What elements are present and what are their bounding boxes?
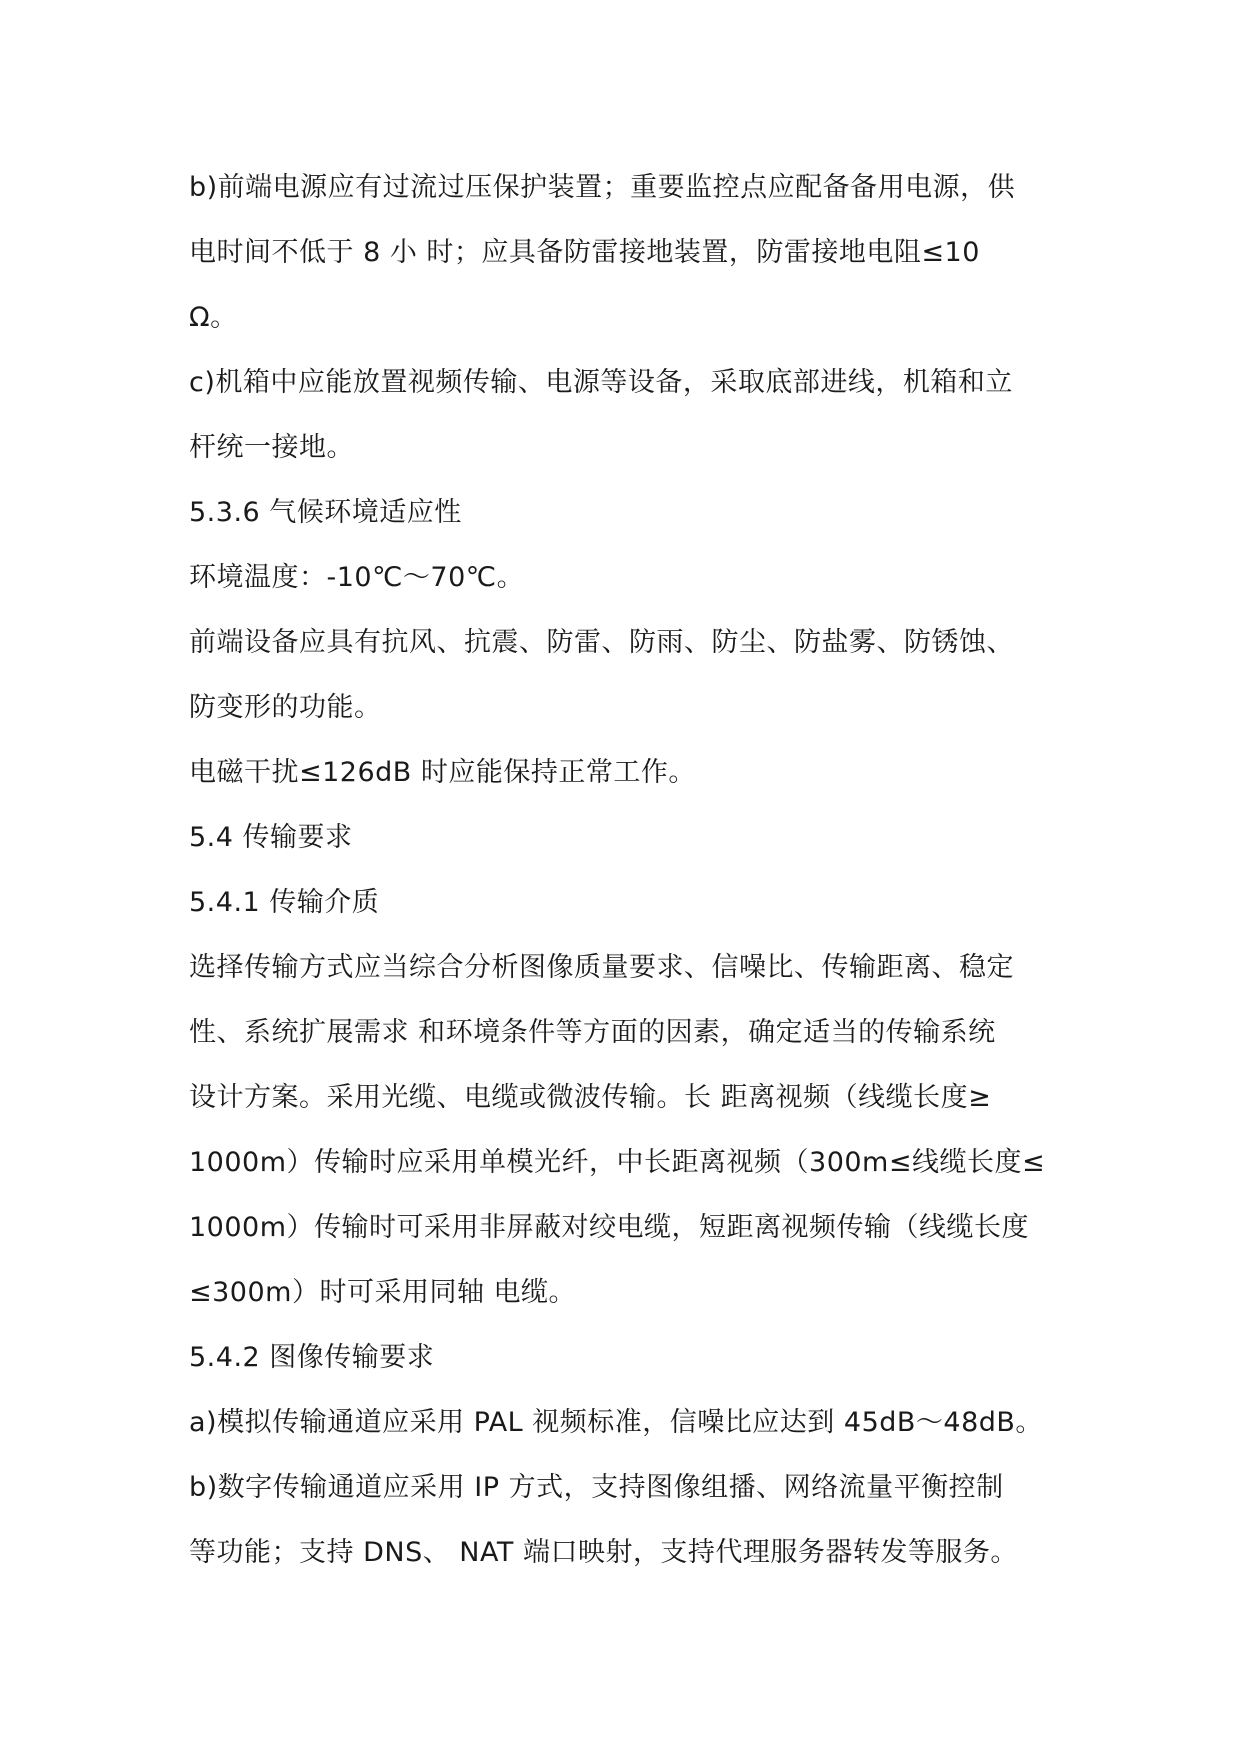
text-line: 选择传输方式应当综合分析图像质量要求、信噪比、传输距离、稳定 [189,952,1014,983]
text-line: 环境温度：-10℃～70℃。 [189,562,525,593]
document-body [189,155,1069,1585]
text-line: c)机箱中应能放置视频传输、电源等设备，采取底部进线，机箱和立 [189,367,1013,398]
text-line: ≤300m）时可采用同轴 电缆。 [189,1277,577,1308]
text-line: a)模拟传输通道应采用 PAL 视频标准，信噪比应达到 45dB～48dB。 [189,1407,1043,1438]
text-line: 1000m）传输时应采用单模光纤，中长距离视频（300m≤线缆长度≤ [189,1147,1046,1178]
text-line: 电时间不低于 8 小 时；应具备防雷接地装置，防雷接地电阻≤10 [189,237,980,268]
text-line: b)数字传输通道应采用 IP 方式，支持图像组播、网络流量平衡控制 [189,1472,1004,1503]
text-line: 防变形的功能。 [189,692,382,723]
section-heading: 5.3.6 气候环境适应性 [189,497,462,528]
text-line: Ω。 [189,302,238,333]
text-line: 设计方案。采用光缆、电缆或微波传输。长 距离视频（线缆长度≥ [189,1082,992,1113]
section-heading: 5.4.1 传输介质 [189,887,380,918]
section-heading: 5.4.2 图像传输要求 [189,1342,435,1373]
text-line: b)前端电源应有过流过压保护装置；重要监控点应配备备用电源，供 [189,172,1016,203]
text-line: 杆统一接地。 [189,432,354,463]
text-line: 1000m）传输时可采用非屏蔽对绞电缆，短距离视频传输（线缆长度 [189,1212,1030,1243]
text-line: 前端设备应具有抗风、抗震、防雷、防雨、防尘、防盐雾、防锈蚀、 [189,627,1014,658]
text-line: 等功能；支持 DNS、 NAT 端口映射，支持代理服务器转发等服务。 [189,1537,1018,1568]
section-heading: 5.4 传输要求 [189,822,353,853]
text-line: 性、系统扩展需求 和环境条件等方面的因素，确定适当的传输系统 [189,1017,996,1048]
text-line: 电磁干扰≤126dB 时应能保持正常工作。 [189,757,696,788]
